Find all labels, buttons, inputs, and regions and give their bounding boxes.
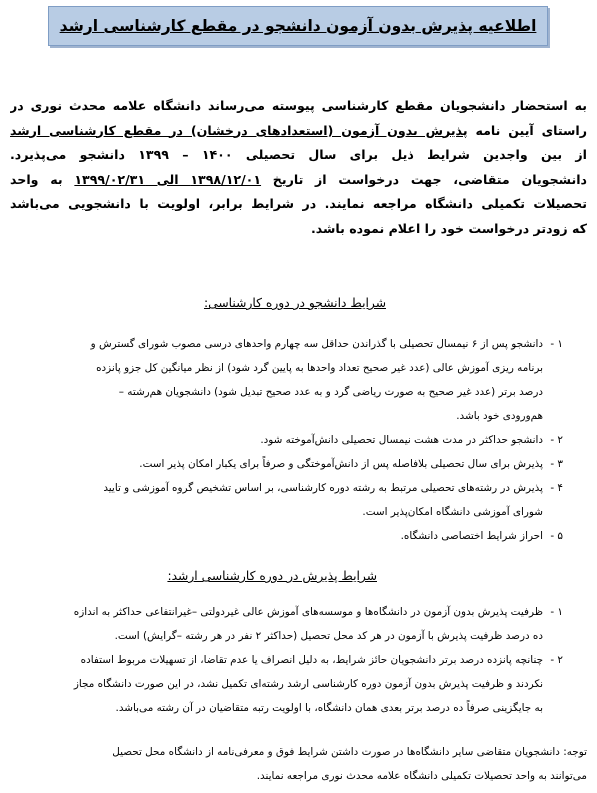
list-item [18,428,563,452]
item-text-line: دانشجو پس از ۶ نیمسال تحصیلی با گذراندن حداقل سه چهارم واحدهای درسی مصوب شورای گسترش و [90,338,543,350]
list-item [18,452,563,476]
item-text-line: هم‌ورودی خود باشد. [456,410,543,422]
item-number: ۴ - [550,482,563,494]
title-banner [48,6,548,46]
item-text-line: شورای آموزشی دانشگاه امکان‌پذیر است. [362,506,543,518]
note-paragraph [10,740,587,788]
list-item [18,600,563,648]
intro-line: از بین واجدین شرایط ذیل برای سال تحصیلی ۱۴۰۰ – ۱۳۹۹ دانشجو می‌پذیرد. [10,147,587,162]
list-item [18,476,563,524]
item-text-line: دانشجو حداکثر در مدت هشت نیمسال تحصیلی دانش‌آموخته شود. [260,434,543,446]
list-item [18,524,563,548]
intro-line: که زودتر درخواست خود را اعلام نموده باشد. [310,220,587,236]
item-number: ۱ - [550,606,563,618]
item-text-line: پذیرش در رشته‌های تحصیلی مرتبط به رشته دوره کارشناسی، بر اساس تشخیص گروه آموزشی و تایید [103,482,543,494]
underlined-phrase: پذیرش بدون آزمون (استعدادهای درخشان) در مقطع کارشناسی ارشد [10,122,468,138]
item-text-line: ظرفیت پذیرش بدون آزمون در دانشگاه‌ها و موسسه‌های آموزش عالی غیردولتی –غیرانتفاعی حداکثر به اندازه [73,606,543,618]
item-text-line: به جایگزینی صرفاً ده درصد برتر بعدی همان دانشگاه، با اولویت رتبه متقاضیان در آن رشته می‌باشد. [115,702,543,714]
section-heading-admission-conditions: شرایط پذیرش در دوره کارشناسی ارشد: [167,569,377,583]
item-text-line: درصد برتر (عدد غیر صحیح به صورت ریاضی گرد و به عدد صحیح تبدیل شود) دانشجویان هم‌رشته – [118,386,543,398]
student-conditions-list [18,332,563,548]
item-number: ۲ - [550,654,563,666]
intro-line: تحصیلات تکمیلی دانشگاه مراجعه نمایند. در شرایط برابر، اولویت با دانشجویی می‌باشد [10,196,587,211]
intro-line-text: راستای آیین نامه پذیرش بدون آزمون (استعدادهای درخشان) در مقطع کارشناسی ارشد [10,122,587,138]
item-number: ۳ - [550,458,563,470]
admission-conditions-list [18,600,563,720]
item-number: ۱ - [550,338,563,350]
note-line: توجه: دانشجویان متقاضی سایر دانشگاه‌ها در صورت داشتن شرایط فوق و معرفی‌نامه از دانشگاه محل تحصیل [112,746,587,758]
item-number: ۲ - [550,434,563,446]
section-heading-student-conditions: شرایط دانشجو در دوره کارشناسی: [203,296,386,310]
intro-line: به استحضار دانشجویان مقطع کارشناسی پیوسته می‌رساند دانشگاه علامه محدث نوری در [10,98,587,113]
intro-paragraph [10,94,587,241]
intro-line: دانشجویان متقاضی، جهت درخواست از تاریخ ۱۳۹۸/۱۲/۰۱ الی ۱۳۹۹/۰۲/۳۱ به واحد [10,171,587,187]
page-title: اطلاعیه پذیرش بدون آزمون دانشجو در مقطع کارشناسی ارشد [59,17,537,35]
item-text-line: برنامه ریزی آموزش عالی (عدد غیر صحیح تعداد واحدها به پایین گرد شود) از نظر میانگین کل جزو پانزده [96,362,543,374]
item-text-line: نکردند و ظرفیت پذیرش بدون آزمون دوره کارشناسی ارشد رشته‌ای تکمیل نشد، در این صورت دانشگاه مجاز [73,678,543,690]
item-number: ۵ - [550,530,563,542]
item-text-line: چنانچه پانزده درصد برتر دانشجویان حائز شرایط، به دلیل انصراف یا عدم تقاضا، از تسهیلات مربوط استفاده [80,654,543,666]
item-text-line: پذیرش برای سال تحصیلی بلافاصله پس از دانش‌آموختگی و صرفاً برای یکبار امکان پذیر است. [139,458,543,470]
list-item [18,648,563,720]
list-item [18,332,563,428]
item-text-line: احراز شرایط اختصاصی دانشگاه. [400,530,543,542]
intro-line [10,119,587,144]
underlined-dates: ۱۳۹۸/۱۲/۰۱ الی ۱۳۹۹/۰۲/۳۱ [74,171,262,187]
note-line: می‌توانند به واحد تحصیلات تکمیلی دانشگاه علامه محدث نوری مراجعه نمایند. [256,770,587,782]
item-text-line: ده درصد ظرفیت پذیرش با آزمون در هر کد محل تحصیل (حداکثر ۲ نفر در هر رشته –گرایش) است. [114,630,543,642]
